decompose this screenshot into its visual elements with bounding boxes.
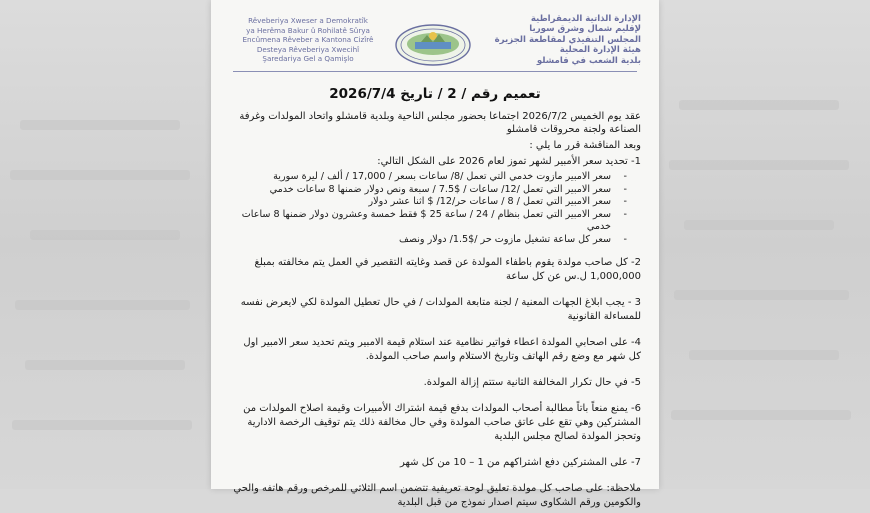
letterhead-line: الإدارة الذاتية الديمقراطية: [530, 14, 641, 24]
price-line: - سعر الامبير التي تعمل / 8 / ساعات حر/12/ $ اثنا عشر دولار: [231, 196, 641, 209]
letterhead-arabic: [481, 14, 641, 66]
letterhead-kurdish: [233, 16, 383, 64]
item-6: 6- يمنع منعاً باتاً مطالبة أصحاب المولدات بدفع قيمة اشتراك الأمبيرات وقيمة اصلاح المولدات من المشتركين وهي تقع على عاتق صاحب المولدة وفي حال مخالفة ذلك يتم توقيف الرخصة الادارية وتحجز المولدة لصالح مجلس البلدية: [243, 402, 641, 442]
blurred-background-left: [0, 0, 211, 489]
letterhead-line: Rêveberiya Xweser a Demokratîk: [248, 16, 368, 25]
price-line: - سعر الامبير التي تعمل بنظام / 24 / ساعة 25 $ فقط خمسة وعشرون دولار ضمنها 8 ساعات خدمي: [231, 209, 641, 234]
item-4: 4- على اصحابي المولدة اعطاء فواتير نظامية عند استلام قيمة الامبير ويتم تحديد سعر الامبير اول كل شهر مع وضع رقم الهاتف وتاريخ الاستلام واسم صاحب المولدة.: [243, 336, 641, 362]
municipality-logo-icon: [393, 22, 473, 68]
intro-decision: وبعد المناقشة قرر ما يلي :: [529, 140, 641, 151]
letterhead: [211, 0, 659, 80]
price-line: - سعر الامبير التي تعمل /12/ ساعات / $7.5 / سبعة ونص دولار ضمنها 8 ساعات خدمي: [231, 184, 641, 197]
item-3: 3 - يجب ابلاغ الجهات المعنية / لجنة متابعة المولدات / في حال تعطيل المولدة لكي لايعرض نفسه للمساءلة القانونية: [240, 296, 641, 322]
letterhead-line: ya Herêma Bakur û Rohilatê Sûrya: [246, 25, 370, 35]
letterhead-line: Şaredariya Gel a Qamişlo: [262, 54, 354, 64]
letterhead-line: المجلس التنفيذي لمقاطعة الجزيرة: [494, 34, 641, 45]
document-page: [211, 0, 659, 508]
letterhead-line: Encûmena Rêveber a Kantona Cizîrê: [242, 35, 374, 45]
circular-body: [231, 110, 641, 513]
intro-paragraph: عقد يوم الخميس 2026/7/2 اجتماعا بحضور مجلس الناحية وبلدية قامشلو واتحاد المولدات وغرفة الصناعة ولجنة محروقات قامشلو: [239, 111, 641, 135]
circular-title: تعميم رقم / 2 / تاريخ 2026/7/4: [329, 86, 541, 102]
letterhead-line: لإقليم شمال وشرق سوريا: [529, 24, 641, 35]
letterhead-line: Desteya Rêveberiya Xwecihî: [256, 44, 360, 54]
item-5: 5- في حال تكرار المخالفة الثانية ستتم إزالة المولدة.: [423, 376, 641, 388]
note: ملاحظة: على صاحب كل مولدة تعليق لوحة تعريفية تتضمن اسم الثلاثي للمرخص ورقم هاتفه والحي والكومين ورقم الشكاوى سيتم اصدار نموذج من قبل البلدية: [233, 482, 641, 508]
item-2: 2- كل صاحب مولدة يقوم باطفاء المولدة عن قصد وغايته التقصير في العمل يتم مخالفته بمبلغ 1,000,000 ل.س عن كل ساعة: [254, 256, 641, 282]
letterhead-line: هيئة الإدارة المحلية: [559, 45, 641, 56]
item-1-heading: 1- تحديد سعر الأمبير لشهر تموز لعام 2026 على الشكل التالي:: [377, 156, 641, 167]
letterhead-divider: [233, 71, 637, 72]
item-7: 7- على المشتركين دفع اشتراكهم من 1 – 10 من كل شهر: [400, 456, 641, 468]
letterhead-line: بلدية الشعب في قامشلو: [536, 55, 641, 66]
blurred-background-right: [659, 0, 870, 489]
price-line: - سعر كل ساعة تشغيل مازوت حر /$1.5/ دولار ونصف: [231, 234, 641, 247]
price-line: - سعر الامبير مازوت خدمي التي تعمل /8/ ساعات بسعر / 17,000 / ألف / ليرة سورية: [231, 171, 641, 184]
